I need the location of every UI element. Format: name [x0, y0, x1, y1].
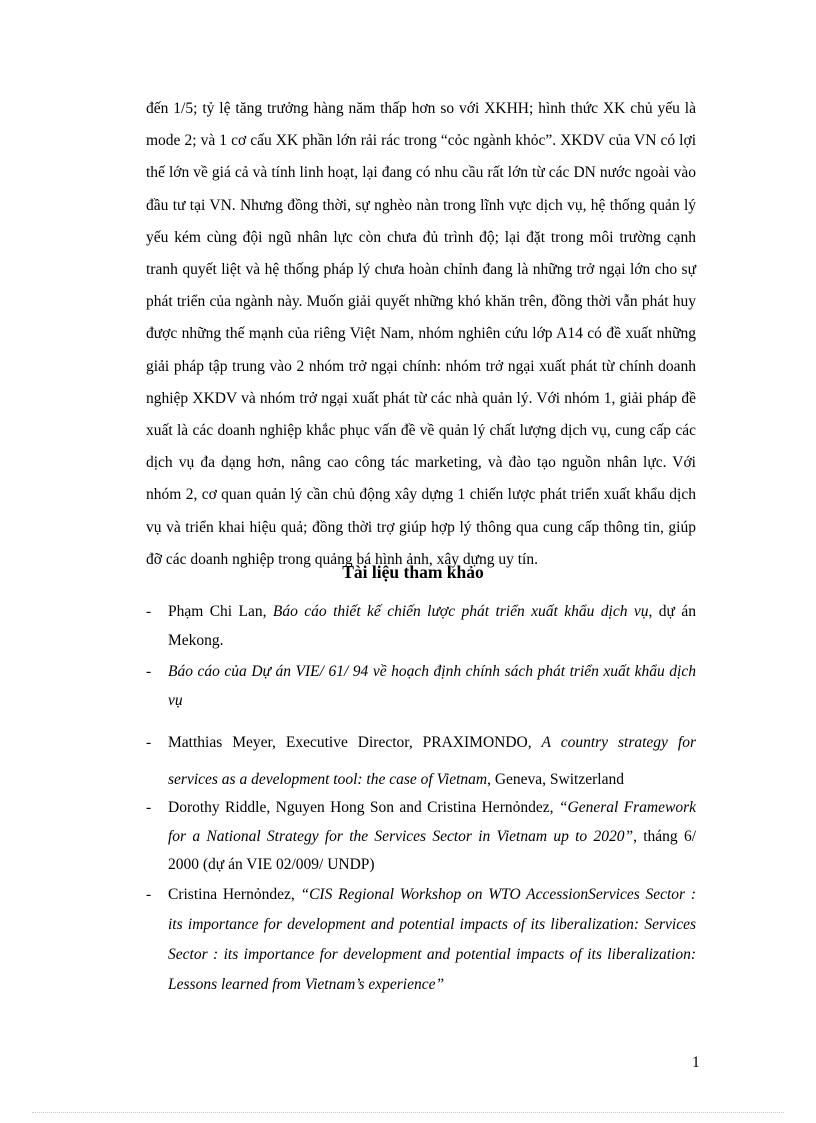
references-heading: Tài liệu tham khảo	[342, 562, 484, 582]
reference-item-5	[146, 880, 696, 1000]
reference-title: Báo cáo của Dự án VIE/ 61/ 94 về hoạch định chính sách phát triển xuất khẩu dịch vụ	[168, 663, 696, 709]
page-number: 1	[692, 1054, 700, 1071]
reference-author: Dorothy Riddle, Nguyen Hong Son and Cristina Hernỏndez,	[168, 799, 559, 816]
reference-details: , Geneva, Switzerland	[487, 771, 624, 788]
conclusion-paragraph: đến 1/5; tỷ lệ tăng trưởng hàng năm thấp hơn so với XKHH; hình thức XK chủ yếu là mode 2; và 1 cơ cấu XK phần lớn rải rác trong “cỏc ngành khỏc”. XKDV của VN có lợi thế lớn về giá cả và tính linh hoạt, lại đang có nhu cầu rất lớn từ các DN nước ngoài vào đầu tư tại VN. Nhưng đồng thời, sự nghèo nàn trong lĩnh vực dịch vụ, hệ thống quản lý yếu kém cùng đội ngũ nhân lực còn chưa đủ trình độ; lại đặt trong môi trường cạnh tranh quyết liệt và hệ thống pháp lý chưa hoàn chỉnh đang là những trở ngại lớn cho sự phát triển của ngành này. Muốn giải quyết những khó khăn trên, đồng thời vẫn phát huy được những thế mạnh của riêng Việt Nam, nhóm nghiên cứu lớp A14 có đề xuất những giải pháp tập trung vào 2 nhóm trở ngại chính: nhóm trở ngại xuất phát từ chính doanh nghiệp XKDV và nhóm trở ngại xuất phát từ các nhà quản lý. Với nhóm 1, giải pháp đề xuất là các doanh nghiệp khắc phục vấn đề về quản lý chất lượng dịch vụ, cung cấp các dịch vụ đa dạng hơn, nâng cao công tác marketing, và đào tạo nguồn nhân lực. Với nhóm 2, cơ quan quản lý cần chủ động xây dựng 1 chiến lược phát triển xuất khẩu dịch vụ và triển khai hiệu quả; đồng thời trợ giúp hợp lý thông qua cung cấp thông tin, giúp đỡ các doanh nghiệp trong quảng bá hình ảnh, xây dựng uy tín.	[146, 100, 696, 568]
reference-bullet: -	[146, 603, 152, 620]
reference-item-3	[146, 724, 696, 798]
reference-content	[168, 657, 696, 715]
reference-bullet: -	[146, 799, 152, 816]
reference-item-4	[146, 794, 696, 880]
reference-author: Phạm Chi Lan,	[168, 603, 273, 620]
reference-item-2	[146, 657, 696, 715]
reference-content	[168, 880, 696, 1000]
reference-title: A country strategy for services as a development tool: the case of Vietnam	[168, 734, 696, 788]
reference-bullet: -	[146, 734, 152, 751]
reference-author: Matthias Meyer, Executive Director, PRAXIMONDO,	[168, 734, 542, 751]
reference-bullet: -	[146, 663, 152, 680]
reference-bullet: -	[146, 886, 152, 903]
reference-content	[168, 597, 696, 655]
reference-title: “General Framework for a National Strategy for the Services Sector in Vietnam up to 2020”	[168, 799, 696, 845]
reference-content	[168, 724, 696, 798]
reference-details: , tháng 6/ 2000 (dự án VIE 02/009/ UNDP)	[168, 827, 696, 873]
reference-author: Cristina Hernỏndez,	[168, 886, 301, 903]
reference-details: , dự án Mekong.	[168, 603, 696, 649]
reference-content	[168, 794, 696, 880]
page-bottom-divider	[32, 1112, 784, 1113]
reference-title: Báo cáo thiết kế chiến lược phát triển xuất khẩu dịch vụ	[272, 603, 649, 620]
reference-item-1	[146, 597, 696, 655]
reference-title: “CIS Regional Workshop on WTO AccessionServices Sector : its importance for development and potential impacts of its liberalization: Services Sector : its importance for development and potential impacts of its liberalization: Lessons learned from Vietnam’s experience”	[168, 886, 696, 993]
